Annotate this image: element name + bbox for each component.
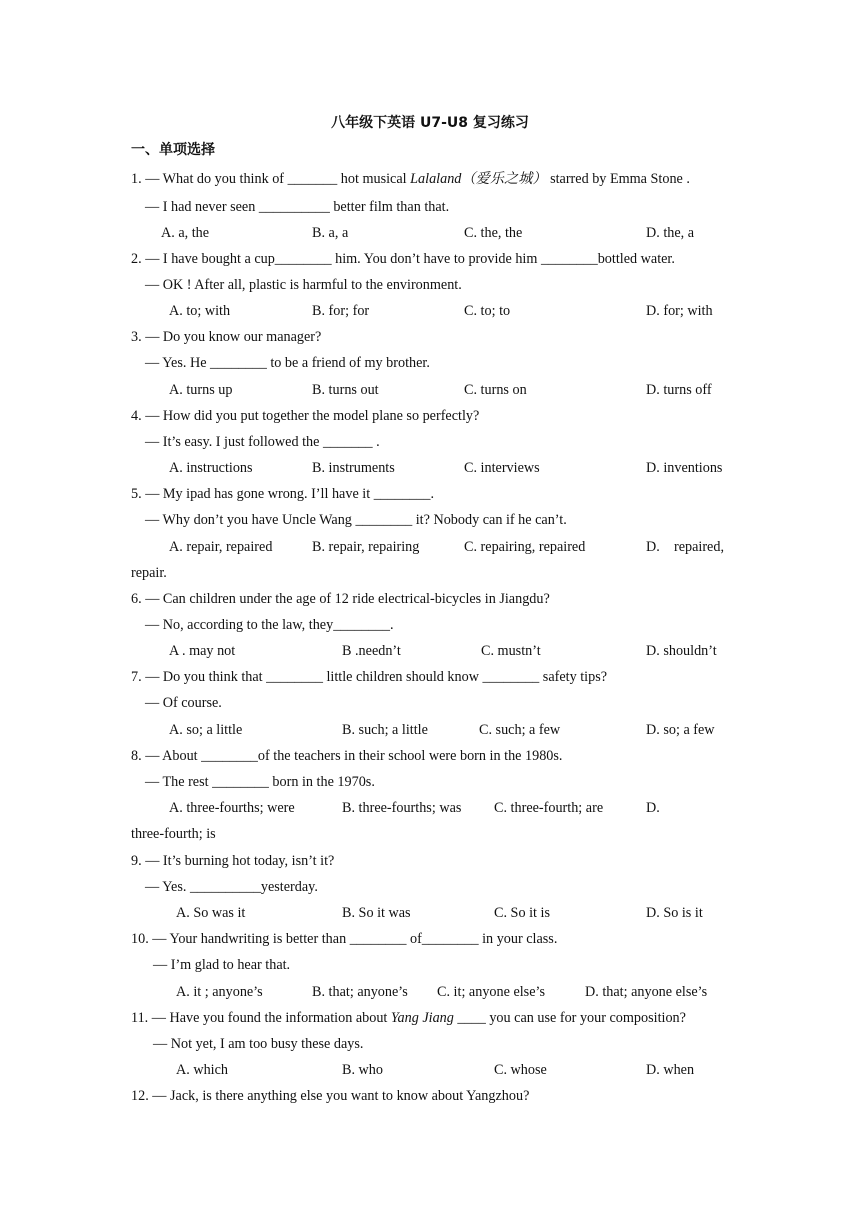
q5-option-d-wrap: repair. [131,565,167,581]
question-1-text: 1. — What do you think of _______ hot musical Lalaland（爱乐之城） starred by Emma Stone . [131,171,690,187]
question-4-reply: — It’s easy. I just followed the _______ . [145,434,380,450]
question-1-reply: — I had never seen __________ better film than that. [145,199,450,215]
question-5-reply: — Why don’t you have Uncle Wang ________ it? Nobody can if he can’t. [145,512,567,528]
q4-option-d[interactable]: D. inventions [646,460,723,476]
page-title: 八年级下英语 U7-U8 复习练习 [331,115,529,131]
question-6-reply: — No, according to the law, they________. [145,617,394,633]
q10-option-c[interactable]: C. it; anyone else’s [437,984,545,1000]
q8-option-d[interactable]: D. [646,800,660,816]
q8-option-a[interactable]: A. three-fourths; were [169,800,295,816]
q3-option-d[interactable]: D. turns off [646,382,712,398]
q1-option-a[interactable]: A. a, the [161,225,210,241]
q6-option-b[interactable]: B .needn’t [342,643,401,659]
q10-option-d[interactable]: D. that; anyone else’s [585,984,708,1000]
q8-option-b[interactable]: B. three-fourths; was [342,800,462,816]
question-6-text: 6. — Can children under the age of 12 ride electrical-bicycles in Jiangdu? [131,591,550,607]
section-heading: 一、单项选择 [131,142,215,158]
q11-option-d[interactable]: D. when [646,1062,695,1078]
q11-option-c[interactable]: C. whose [494,1062,547,1078]
q1-option-c[interactable]: C. the, the [464,225,523,241]
q9-option-d[interactable]: D. So is it [646,905,703,921]
question-2-reply: — OK ! After all, plastic is harmful to the environment. [145,277,462,293]
question-9-text: 9. — It’s burning hot today, isn’t it? [131,853,335,869]
question-10-text: 10. — Your handwriting is better than ________ of________ in your class. [131,931,558,947]
q8-option-c[interactable]: C. three-fourth; are [494,800,604,816]
question-11-reply: — Not yet, I am too busy these days. [153,1036,364,1052]
q5-option-b[interactable]: B. repair, repairing [312,539,420,555]
q4-option-b[interactable]: B. instruments [312,460,395,476]
q7-option-a[interactable]: A. so; a little [169,722,243,738]
question-3-reply: — Yes. He ________ to be a friend of my brother. [145,355,430,371]
q10-option-a[interactable]: A. it ; anyone’s [176,984,263,1000]
question-11-text: 11. — Have you found the information about Yang Jiang ____ you can use for your composition? [131,1010,686,1026]
question-9-reply: — Yes. __________yesterday. [145,879,318,895]
q1-option-d[interactable]: D. the, a [646,225,695,241]
q2-option-d[interactable]: D. for; with [646,303,713,319]
q3-option-c[interactable]: C. turns on [464,382,527,398]
q9-option-c[interactable]: C. So it is [494,905,550,921]
q3-option-b[interactable]: B. turns out [312,382,379,398]
q5-option-a[interactable]: A. repair, repaired [169,539,273,555]
q7-option-b[interactable]: B. such; a little [342,722,428,738]
q8-option-d-wrap: three-fourth; is [131,826,216,842]
question-8-text: 8. — About ________of the teachers in their school were born in the 1980s. [131,748,563,764]
q11-option-a[interactable]: A. which [176,1062,229,1078]
q11-option-b[interactable]: B. who [342,1062,383,1078]
question-7-reply: — Of course. [145,695,222,711]
q2-option-b[interactable]: B. for; for [312,303,370,319]
question-5-text: 5. — My ipad has gone wrong. I’ll have it ________. [131,486,435,502]
q7-option-c[interactable]: C. such; a few [479,722,561,738]
q6-option-c[interactable]: C. mustn’t [481,643,541,659]
q4-option-a[interactable]: A. instructions [169,460,253,476]
question-10-reply: — I’m glad to hear that. [153,957,291,973]
question-8-reply: — The rest ________ born in the 1970s. [145,774,375,790]
q2-option-a[interactable]: A. to; with [169,303,231,319]
question-2-text: 2. — I have bought a cup________ him. You don’t have to provide him ________bottled water. [131,251,675,267]
q5-option-c[interactable]: C. repairing, repaired [464,539,586,555]
question-3-text: 3. — Do you know our manager? [131,329,322,345]
q2-option-c[interactable]: C. to; to [464,303,511,319]
q1-option-b[interactable]: B. a, a [312,225,349,241]
q6-option-d[interactable]: D. shouldn’t [646,643,717,659]
question-12-text: 12. — Jack, is there anything else you want to know about Yangzhou? [131,1088,530,1104]
question-7-text: 7. — Do you think that ________ little children should know ________ safety tips? [131,669,608,685]
q9-option-a[interactable]: A. So was it [176,905,246,921]
q9-option-b[interactable]: B. So it was [342,905,411,921]
q5-option-d[interactable]: D. repaired, [646,539,724,555]
q7-option-d[interactable]: D. so; a few [646,722,715,738]
q6-option-a[interactable]: A . may not [169,643,236,659]
q10-option-b[interactable]: B. that; anyone’s [312,984,408,1000]
q4-option-c[interactable]: C. interviews [464,460,540,476]
question-4-text: 4. — How did you put together the model plane so perfectly? [131,408,480,424]
q3-option-a[interactable]: A. turns up [169,382,233,398]
